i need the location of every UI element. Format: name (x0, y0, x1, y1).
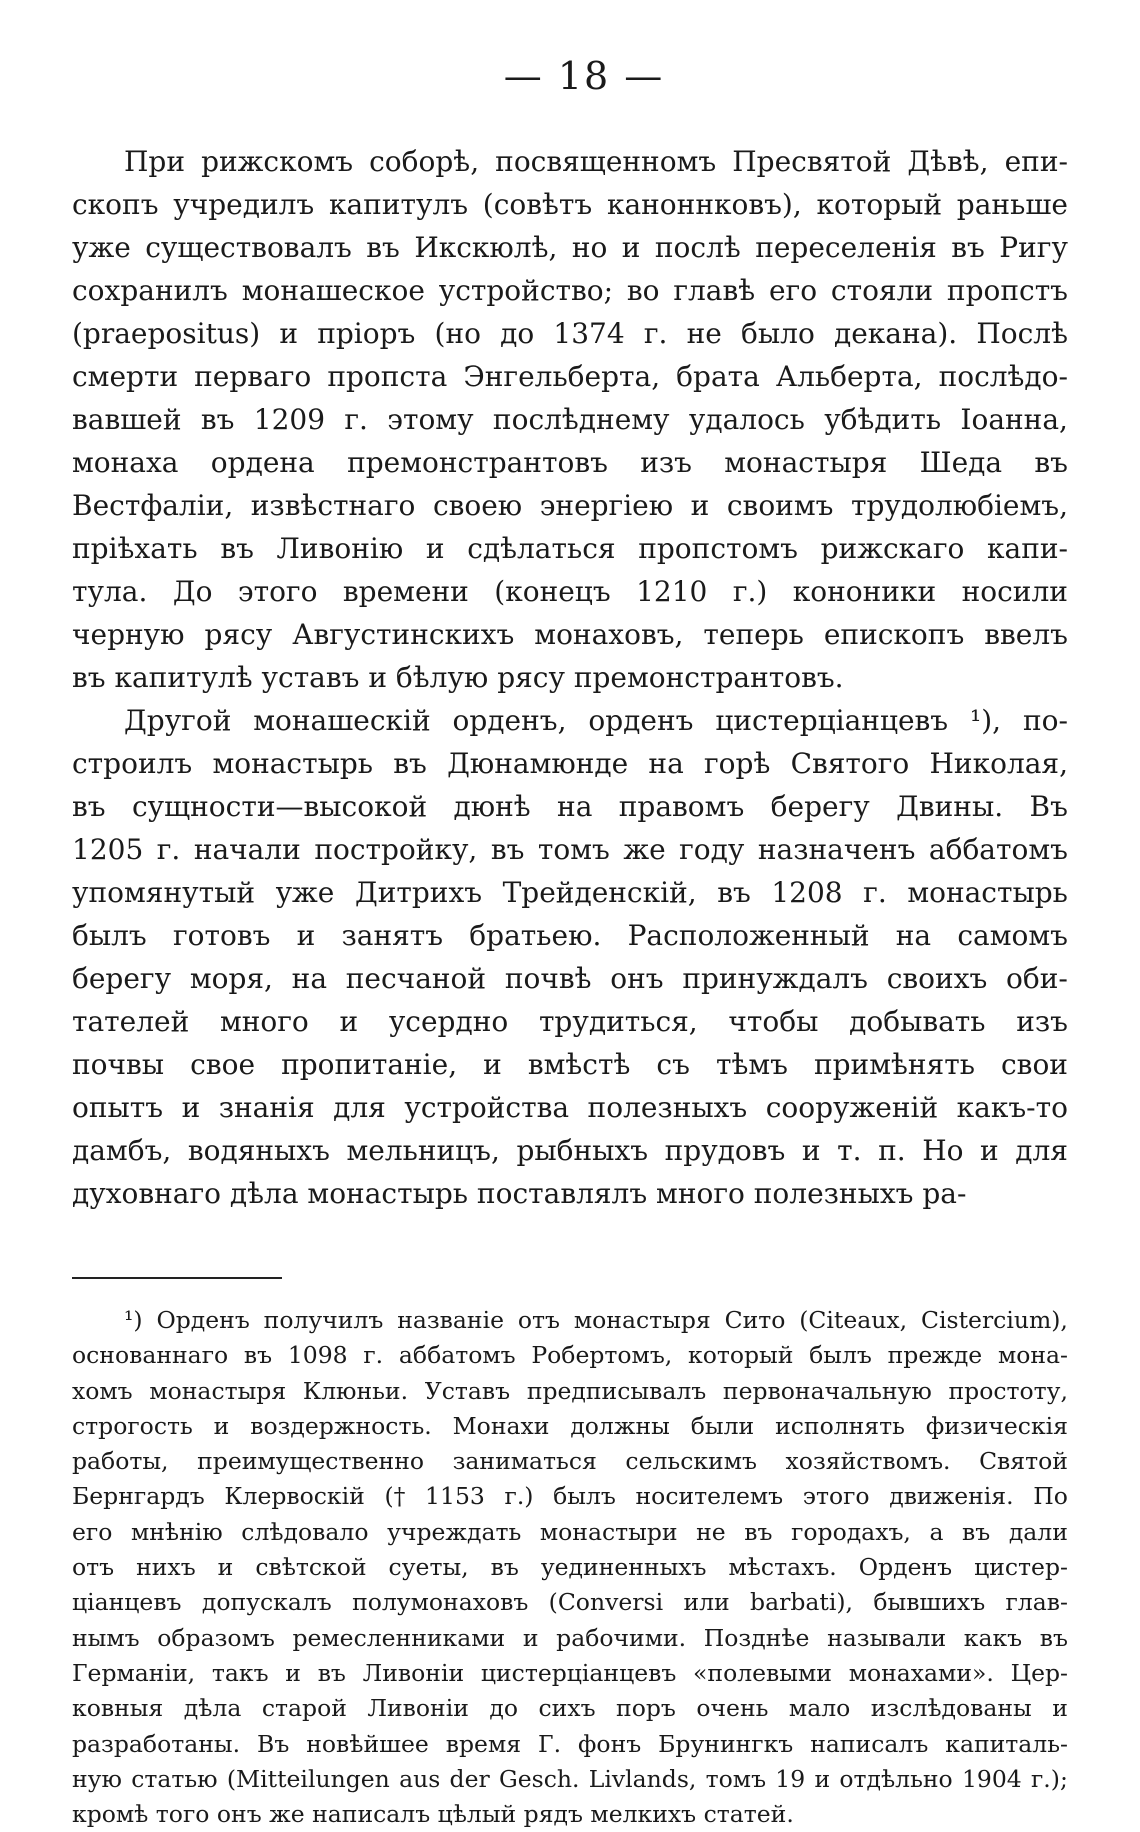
footnote-line: ную статью (Mitteilungen aus der Gesch. Livlands, томъ 19 и отдѣльно 1904 г.); (72, 1764, 1068, 1793)
page-number: — 18 — (503, 54, 665, 98)
footnote-divider (72, 1277, 282, 1279)
footnote-line: основаннаго въ 1098 г. аббатомъ Робертомъ, который былъ прежде мона- (72, 1341, 1068, 1370)
footnote-line: нымъ образомъ ремесленниками и рабочими. Позднѣе называли какъ въ (72, 1623, 1068, 1652)
paragraph (72, 699, 1068, 1215)
text-line: сохранилъ монашеское устройство; во главѣ его стояли пропстъ (72, 274, 1068, 307)
footnote-line: ціанцевъ допускалъ полумонаховъ (Conversi или barbati), бывшихъ глав- (72, 1588, 1068, 1617)
text-line: опытъ и знанія для устройства полезныхъ сооруженій какъ-то (72, 1091, 1068, 1124)
footnote-line: работы, преимущественно заниматься сельскимъ хозяйствомъ. Святой (72, 1447, 1068, 1476)
text-line: скопъ учредилъ капитулъ (совѣтъ каноннковъ), который раньше (72, 188, 1068, 221)
text-line: упомянутый уже Дитрихъ Трейденскій, въ 1208 г. монастырь (72, 876, 1068, 909)
paragraph (72, 140, 1068, 699)
footnote-line: хомъ монастыря Клюньи. Уставъ предписывалъ первоначальную простоту, (72, 1376, 1068, 1405)
text-line: пріѣхать въ Ливонію и сдѣлаться пропстомъ рижскаго капи- (72, 532, 1068, 565)
footnote-line: отъ нихъ и свѣтской суеты, въ уединенныхъ мѣстахъ. Орденъ цистер- (72, 1553, 1068, 1582)
text-line: Вестфаліи, извѣстнаго своею энергіею и своимъ трудолюбіемъ, (72, 489, 1068, 522)
text-line: уже существовалъ въ Икскюлѣ, но и послѣ переселенія въ Ригу (72, 231, 1068, 264)
text-line: Другой монашескій орденъ, орденъ цистерціанцевъ ¹), по- (124, 704, 1068, 737)
footnote (72, 1303, 1068, 1832)
footnote-line: Германіи, такъ и въ Ливоніи цистерціанцевъ «полевыми монахами». Цер- (72, 1658, 1068, 1687)
text-line: дамбъ, водяныхъ мельницъ, рыбныхъ прудовъ и т. п. Но и для (72, 1134, 1068, 1167)
footnote-line: разработаны. Въ новѣйшее время Г. фонъ Брунингкъ написалъ капиталь- (72, 1729, 1068, 1758)
text-line: берегу моря, на песчаной почвѣ онъ принуждалъ своихъ оби- (72, 962, 1068, 995)
main-text (72, 140, 1068, 1215)
text-line: былъ готовъ и занятъ братьею. Расположенный на самомъ (72, 919, 1068, 952)
text-line: вавшей въ 1209 г. этому послѣднему удалось убѣдить Іоанна, (72, 403, 1068, 436)
text-line: строилъ монастырь въ Дюнамюнде на горѣ Святого Николая, (72, 747, 1068, 780)
text-line: въ сущности—высокой дюнѣ на правомъ берегу Двины. Въ (72, 790, 1068, 823)
footnote-line: кромѣ того онъ же написалъ цѣлый рядъ мелкихъ статей. (72, 1800, 794, 1829)
footnote-line: ковныя дѣла старой Ливоніи до сихъ поръ очень мало изслѣдованы и (72, 1694, 1068, 1723)
text-line: смерти перваго пропста Энгельберта, брата Альберта, послѣдо- (72, 360, 1068, 393)
text-line: черную рясу Августинскихъ монаховъ, теперь епископъ ввелъ (72, 618, 1068, 651)
text-line: тателей много и усердно трудиться, чтобы добывать изъ (72, 1005, 1068, 1038)
text-line: духовнаго дѣла монастырь поставлялъ много полезныхъ ра- (72, 1177, 967, 1210)
text-line: 1205 г. начали постройку, въ томъ же году назначенъ аббатомъ (72, 833, 1068, 866)
book-page (72, 40, 1068, 1832)
text-line: тула. До этого времени (конецъ 1210 г.) кононики носили (72, 575, 1068, 608)
footnote-line: строгость и воздержность. Монахи должны были исполнять физическія (72, 1411, 1068, 1440)
footnote-line: его мнѣнію слѣдовало учреждать монастыри не въ городахъ, а въ дали (72, 1517, 1068, 1546)
text-line: почвы свое пропитаніе, и вмѣстѣ съ тѣмъ примѣнять свои (72, 1048, 1068, 1081)
text-line: въ капитулѣ уставъ и бѣлую рясу премонстрантовъ. (72, 661, 844, 694)
text-line: При рижскомъ соборѣ, посвященномъ Пресвятой Дѣвѣ, епи- (124, 145, 1068, 178)
footnote-line: Бернгардъ Клервоскій († 1153 г.) былъ носителемъ этого движенія. По (72, 1482, 1068, 1511)
footnote-line: ¹) Орденъ получилъ названіе отъ монастыря Сито (Citeaux, Cistercium), (124, 1306, 1068, 1334)
text-line: (praepositus) и пріоръ (но до 1374 г. не было декана). Послѣ (72, 317, 1068, 350)
text-line: монаха ордена премонстрантовъ изъ монастыря Шеда въ (72, 446, 1068, 479)
